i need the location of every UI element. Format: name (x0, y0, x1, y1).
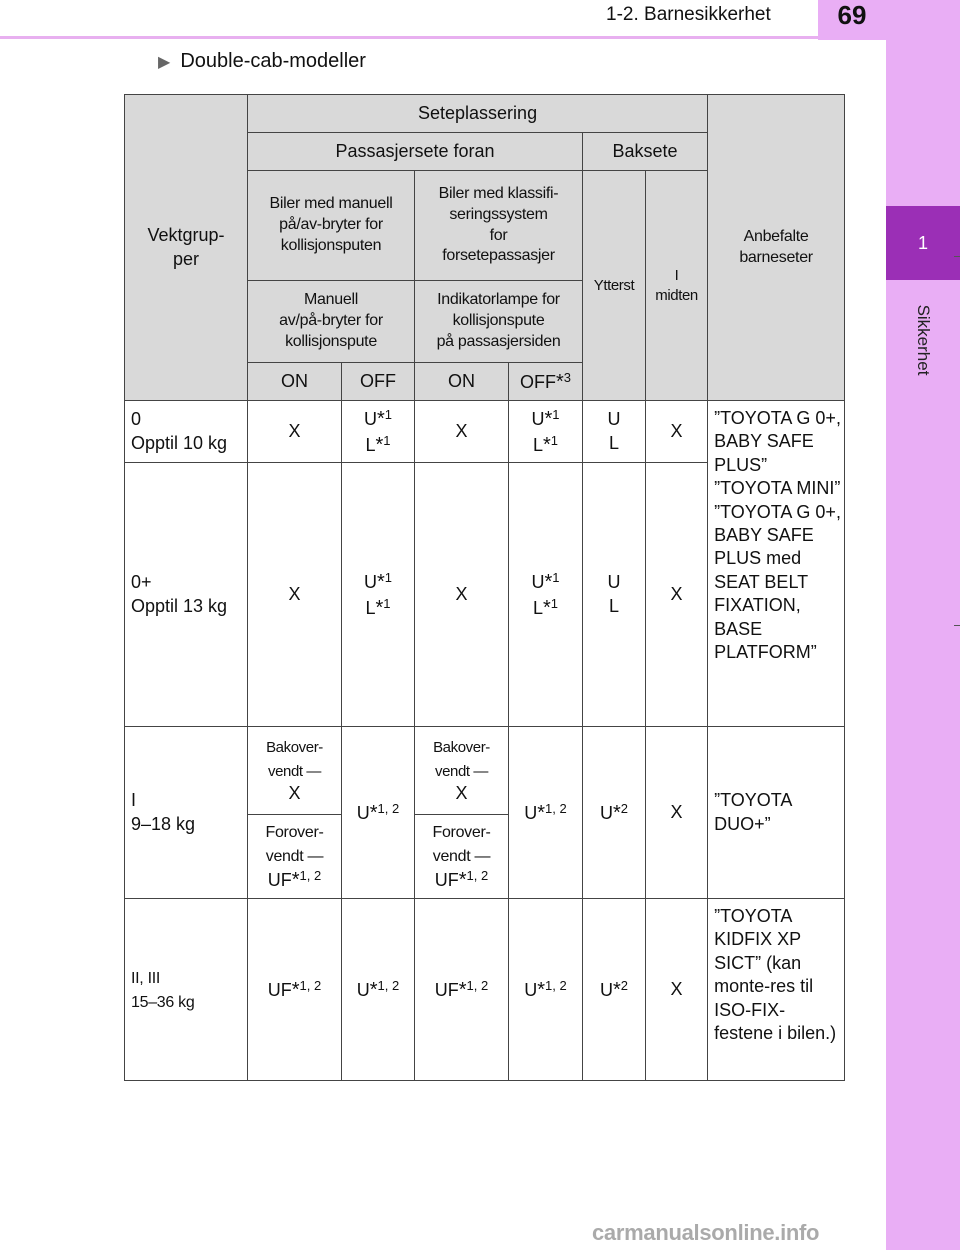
child-seat-table (124, 94, 845, 1081)
header-indicator-lamp: Indikatorlampe for kollisjonspute på passasjersiden (415, 281, 583, 363)
table-cell: X (646, 727, 708, 899)
table-cell: U L (583, 463, 646, 727)
table-cell: X (248, 401, 342, 463)
header-manual-switch: Manuell av/på-bryter for kollisjonspute (248, 281, 415, 363)
table-cell: X (646, 401, 708, 463)
header-off: OFF*$^3$ (509, 363, 583, 401)
section-title: 1-2. Barnesikkerhet (606, 4, 771, 25)
header-manual-switch-cars: Biler med manuell på/av-bryter for kollisjonsputen (248, 171, 415, 281)
table-cell: U*$^{1, 2}$ (342, 727, 415, 899)
recommended-seats-cell: ”TOYOTA G 0+, BABY SAFE PLUS” ”TOYOTA MINI” ”TOYOTA G 0+, BABY SAFE PLUS med SEAT BELT FIXATION, BASE PLATFORM” (708, 401, 845, 727)
header-classification-cars: Biler med klassifi- seringssystem for forsetepassasjer (415, 171, 583, 281)
chapter-number: 1 (886, 206, 960, 280)
header-rule (0, 36, 886, 39)
chapter-label: Sikkerhet (914, 304, 933, 376)
header-seat-position: Seteplassering (248, 95, 708, 133)
table-row (125, 727, 845, 815)
page-number: 69 (818, 0, 886, 40)
weight-group-cell: II, III 15–36 kg (125, 899, 248, 1081)
table-cell: U*$^{1, 2}$ (509, 899, 583, 1081)
weight-group-cell: 0 Opptil 10 kg (125, 401, 248, 463)
margin-tick (954, 625, 960, 626)
table-cell: X (646, 899, 708, 1081)
header-outer: Ytterst (583, 171, 646, 401)
table-cell: Forover- vendt — UF*$^{1, 2}$ (415, 815, 509, 899)
margin-tick (954, 256, 960, 257)
table-cell: X (646, 463, 708, 727)
table-cell: UF*$^{1, 2}$ (415, 899, 509, 1081)
table-cell: U*$^{1, 2}$ (342, 899, 415, 1081)
chapter-side-tab (886, 0, 960, 1250)
table-cell: U*$^2$ (583, 727, 646, 899)
header-weight-group: Vektgrup- per (125, 95, 248, 401)
table-cell: X (248, 463, 342, 727)
table-cell: U*$^1$ L*$^1$ (342, 401, 415, 463)
weight-group-cell: 0+ Opptil 13 kg (125, 463, 248, 727)
table-cell: X (415, 463, 509, 727)
table-cell: Bakover- vendt — X (415, 727, 509, 815)
subheading (158, 50, 366, 73)
table-cell: U*$^2$ (583, 899, 646, 1081)
table-cell: Forover- vendt — UF*$^{1, 2}$ (248, 815, 342, 899)
header-off: OFF (342, 363, 415, 401)
table-cell: U*$^1$ L*$^1$ (509, 463, 583, 727)
table-cell: U*$^1$ L*$^1$ (509, 401, 583, 463)
table-cell: U*$^1$ L*$^1$ (342, 463, 415, 727)
triangle-bullet-icon: ▶ (158, 54, 171, 71)
table-cell: U L (583, 401, 646, 463)
table-cell: X (415, 401, 509, 463)
table-row (125, 401, 845, 463)
recommended-seats-cell: ”TOYOTA KIDFIX XP SICT” (kan monte-res til ISO-FIX-festene i bilen.) (708, 899, 845, 1081)
header-middle: I midten (646, 171, 708, 401)
header-on: ON (248, 363, 342, 401)
watermark-text: carmanualsonline.info (592, 1220, 820, 1245)
subheading-text: Double-cab-modeller (180, 50, 366, 72)
table-cell: UF*$^{1, 2}$ (248, 899, 342, 1081)
table-cell: Bakover- vendt — X (248, 727, 342, 815)
table-cell: U*$^{1, 2}$ (509, 727, 583, 899)
table-row (125, 899, 845, 1081)
header-on: ON (415, 363, 509, 401)
header-front-passenger: Passasjersete foran (248, 133, 583, 171)
recommended-seats-cell: ”TOYOTA DUO+” (708, 727, 845, 899)
header-rear-seat: Baksete (583, 133, 708, 171)
header-recommended: Anbefalte barneseter (708, 95, 845, 401)
weight-group-cell: I 9–18 kg (125, 727, 248, 899)
